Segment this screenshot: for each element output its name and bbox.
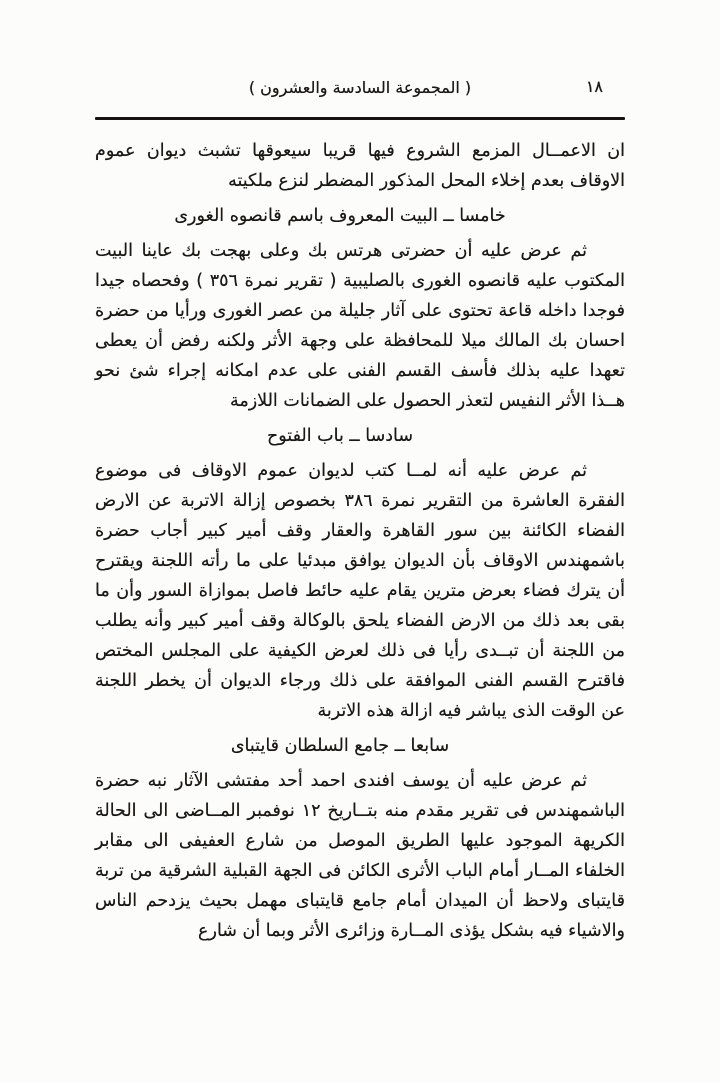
paragraph-continuation: ان الاعمــال المزمع الشروع فيها قريبا سيعوقها تشبث ديوان عموم الاوقاف بعدم إخلاء المحل المذكور المضطر لنزع ملكيته	[95, 141, 625, 191]
page-content	[95, 136, 625, 946]
paragraph-fifth-section: ثم عرض عليه أن حضرتى هرتس بك وعلى بهجت بك عاينا البيت المكتوب عليه قانصوه الغورى بالصليبية ( تقرير نمرة ٣٥٦ ) وفحصاه جيدا فوجدا داخله قاعة تحتوى على آثار جليلة من عصر الغورى ورأيا من حضرة احسان بك المالك ميلا للمحافظة على وجهة الأثر ولكنه رفض أن يعطى تعهدا عليه بذلك فأسف القسم الفنى على عدم امكانه إجراء شئ نحو هــذا الأثر النفيس لتعذر الحصول على الضمانات اللازمة	[95, 241, 625, 411]
page-number: ١٨	[585, 77, 603, 96]
section-heading-seventh: سابعا ــ جامع السلطان قايتباى	[230, 736, 450, 756]
page-header	[95, 76, 625, 104]
collection-title: ( المجموعة السادسة والعشرون )	[248, 78, 472, 97]
paragraph-sixth-section: ثم عرض عليه أنه لمــا كتب لديوان عموم الاوقاف فى موضوع الفقرة العاشرة من التقرير نمرة ٣٨٦ بخصوص إزالة الاتربة عن الارض الفضاء الكائنة بين سور القاهرة والعقار وقف أمير كبير أجاب حضرة باشمهندس الاوقاف بأن الديوان يوافق مبدئيا على ما رأته اللجنة ويقترح أن يترك فضاء بعرض مترين يقام عليه حائط فاصل بموازاة السور وأن ما بقى بعد ذلك من الارض الفضاء يلحق بالوكالة وقف أمير كبير وأنه يطلب من اللجنة أن تبــدى رأيا فى ذلك لعرض الكيفية على المجلس المختص فاقترح القسم الفنى الموافقة على ذلك ورجاء الديوان أن يخطر اللجنة عن الوقت الذى يباشر فيه ازالة هذه الاتربة	[95, 461, 625, 721]
section-heading-sixth: سادسا ــ باب الفتوح	[266, 426, 414, 446]
header-rule	[95, 117, 625, 120]
section-heading-fifth: خامسا ــ البيت المعروف باسم قانصوه الغورى	[174, 206, 506, 226]
paragraph-seventh-section: ثم عرض عليه أن يوسف افندى احمد أحد مفتشى الآثار نبه حضرة الباشمهندس فى تقرير مقدم منه بتــاريخ ١٢ نوفمبر المــاضى الى الحالة الكريهة الموجود عليها الطريق الموصل من شارع العفيفى الى مقابر الخلفاء المــار أمام الباب الأثرى الكائن فى الجهة القبلية الشرقية من تربة قايتباى ولاحظ أن الميدان أمام جامع قايتباى مهمل بحيث يزدحم الناس والاشياء فيه بشكل يؤذى المــارة وزائرى الأثر وبما أن شارع	[95, 771, 626, 941]
